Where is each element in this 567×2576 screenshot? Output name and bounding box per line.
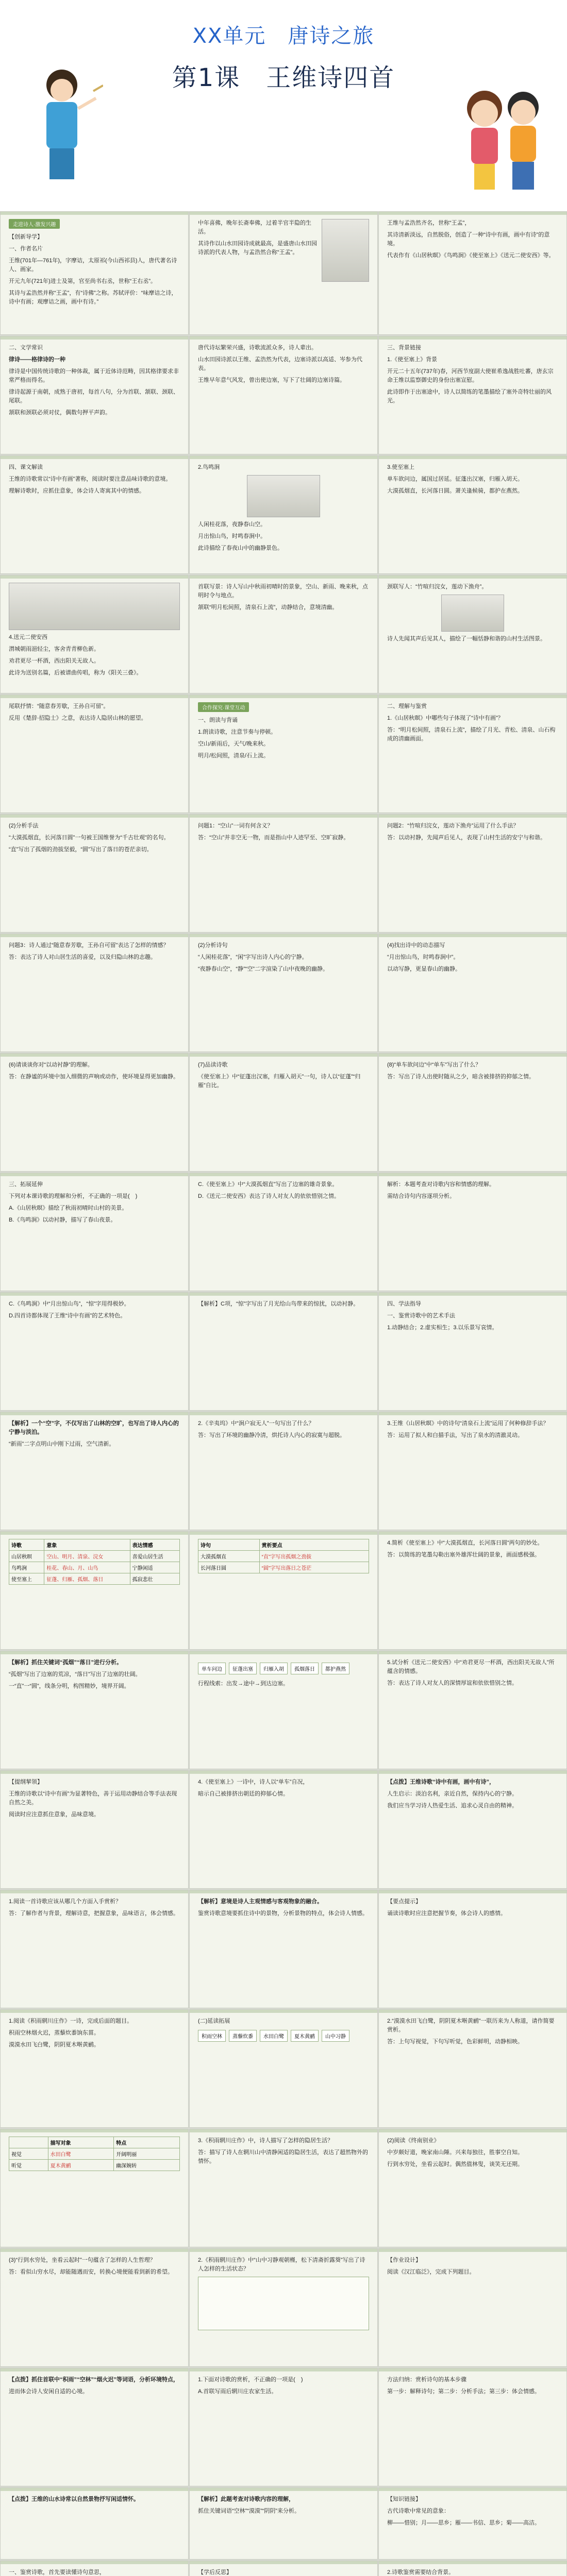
table-cell: 征蓬、归雁、孤烟、落日 bbox=[44, 1573, 130, 1585]
slide-37 bbox=[0, 1651, 189, 1769]
line: 【创新导学】 bbox=[9, 234, 43, 240]
slide-54 bbox=[378, 2248, 567, 2367]
slide-49 bbox=[0, 2129, 189, 2247]
table-header bbox=[9, 2137, 48, 2148]
sense-table bbox=[9, 2137, 180, 2171]
slide-10 bbox=[0, 575, 189, 693]
slide-31 bbox=[0, 1412, 189, 1530]
line: 行到水穷处，坐看云起时。偶然值林叟，谈笑无还期。 bbox=[387, 2161, 523, 2168]
slide-5 bbox=[189, 336, 378, 454]
line: 开元九年(721年)进士及第，官至尚书右丞，世称“王右丞”。 bbox=[9, 278, 157, 285]
line: 【解析】C项，“惊”字写出了月光给山鸟带来的惊扰，以动衬静。 bbox=[198, 1301, 359, 1307]
table-cell: 孤寂悲壮 bbox=[130, 1573, 179, 1585]
table-cell: 鸟鸣涧 bbox=[9, 1562, 44, 1573]
slide-59 bbox=[189, 2487, 378, 2560]
chain-step: 都护燕然 bbox=[322, 1663, 349, 1674]
line: 答：运用了拟人和白描手法，写出了泉水的清澈灵动。 bbox=[387, 1432, 523, 1439]
line: (7)品读诗歌 bbox=[198, 1062, 228, 1068]
line: 答：看似山穷水尽，却能随遇而安，转换心境便能看到新的希望。 bbox=[9, 2269, 173, 2276]
table-cell: 桂花、春山、月、山鸟 bbox=[44, 1562, 130, 1573]
table-header: 诗歌 bbox=[9, 1539, 44, 1551]
line: 【知识链接】 bbox=[387, 2496, 421, 2502]
line: “孤烟”写出了边塞的荒凉，“落日”写出了边塞的壮阔。 bbox=[9, 1671, 141, 1678]
table-cell: 水田白鹭 bbox=[48, 2148, 114, 2160]
slide-25 bbox=[0, 1173, 189, 1291]
slide-53 bbox=[189, 2248, 378, 2367]
line: 【提纲挈领】 bbox=[9, 1779, 43, 1785]
slide-12 bbox=[378, 575, 567, 693]
slide-1 bbox=[0, 211, 189, 335]
line: 3.《积雨辋川庄作》中，诗人描写了怎样的隐居生活？ bbox=[198, 2138, 333, 2144]
line: 行程线索：出发→途中→到达边塞。 bbox=[198, 1681, 289, 1687]
slide-40 bbox=[0, 1770, 189, 1889]
line: 律诗是中国传统诗歌的一种体裁，属于近体诗范畴，因其格律要求非常严格而得名。 bbox=[9, 368, 179, 384]
line: 王维早年意气风发，曾出使边塞，写下了壮阔的边塞诗篇。 bbox=[198, 377, 345, 384]
slide-61 bbox=[0, 2561, 189, 2576]
line: 1.《山居秋暝》中哪些句子体现了“诗中有画”？ bbox=[387, 715, 504, 722]
line: 暗示自己被排挤出朝廷的抑郁心情。 bbox=[198, 1791, 289, 1798]
line: 漠漠水田飞白鹭，阴阴夏木啭黄鹂。 bbox=[9, 2042, 99, 2048]
line: 1.《使至塞上》背景 bbox=[387, 357, 438, 363]
slide-17 bbox=[189, 814, 378, 933]
line: 颈联写人：“竹喧归浣女，莲动下渔舟”。 bbox=[387, 584, 488, 590]
line: 答：以简练的笔墨勾勒出塞外雄浑壮阔的景象，画面感极强。 bbox=[387, 1552, 540, 1558]
line: 1.阅读《积雨辋川庄作》一诗，完成后面的题目。 bbox=[9, 2018, 133, 2024]
line: 四、学法指导 bbox=[387, 1301, 421, 1307]
slide-34 bbox=[0, 1531, 189, 1650]
slide-42 bbox=[378, 1770, 567, 1889]
slide-30 bbox=[378, 1292, 567, 1411]
line: 首联写景：诗人写山中秋雨初晴时的景象，空山、新雨、晚来秋，点明时令与地点。 bbox=[198, 584, 368, 599]
slide-33 bbox=[378, 1412, 567, 1530]
table-cell: 宁静闲适 bbox=[130, 1562, 179, 1573]
table-cell: 大漠孤烟直 bbox=[198, 1551, 260, 1562]
table-cell: 长河落日圆 bbox=[198, 1562, 260, 1573]
chain-step: 征蓬出塞 bbox=[229, 1663, 257, 1674]
teacher-illustration bbox=[21, 62, 103, 196]
chain-step: 山中习静 bbox=[322, 2030, 349, 2042]
slide-7 bbox=[0, 455, 189, 574]
table-cell: 视觉 bbox=[9, 2148, 48, 2160]
line: 代表作有《山居秋暝》《鸟鸣涧》《使至塞上》《送元二使安西》等。 bbox=[387, 252, 555, 259]
line: 下列对本课诗歌的理解和分析，不正确的一项是( ) bbox=[9, 1193, 138, 1200]
slide-20 bbox=[189, 934, 378, 1052]
line: 1.下面对诗歌的赏析，不正确的一项是( ) bbox=[198, 2377, 303, 2383]
line: 明月/松间照，清泉/石上流。 bbox=[198, 753, 270, 759]
analysis-table bbox=[198, 1539, 369, 1573]
line: A.首联写雨后辋川庄农家生活。 bbox=[198, 2388, 277, 2395]
slide-63 bbox=[378, 2561, 567, 2576]
slide-36 bbox=[378, 1531, 567, 1650]
line: 柳——惜别；月——思乡；雁——书信、思乡；菊——高洁。 bbox=[387, 2520, 540, 2527]
line: 唐代诗坛繁荣兴盛，诗歌流派众多，诗人辈出。 bbox=[198, 345, 317, 351]
slide-50 bbox=[189, 2129, 378, 2247]
line: 4.《使至塞上》一诗中，诗人以“单车”自况， bbox=[198, 1779, 309, 1785]
slide-44 bbox=[189, 1890, 378, 2008]
line: 一、朗读与背诵 bbox=[198, 717, 238, 723]
chain-step: 水田白鹭 bbox=[260, 2030, 288, 2042]
slide-9 bbox=[378, 455, 567, 574]
line: C.《鸟鸣涧》中“月出惊山鸟”，“惊”字用得极妙。 bbox=[9, 1301, 130, 1307]
slide-55 bbox=[0, 2368, 189, 2486]
line: 《使至塞上》中“征蓬出汉塞，归雁入胡天”一句，诗人以“征蓬”“归雁”自比。 bbox=[198, 1074, 361, 1089]
line: 开元二十五年(737年)春，河西节度副大使崔希逸战胜吐蕃，唐玄宗命王维以监察御史的身份出塞宣慰。 bbox=[387, 368, 554, 384]
slide-13 bbox=[0, 694, 189, 813]
line: (2)阅读《终南别业》 bbox=[387, 2138, 440, 2144]
line: 积雨空林烟火迟，蒸藜炊黍饷东菑。 bbox=[9, 2030, 99, 2037]
slide-57 bbox=[378, 2368, 567, 2486]
line: 【解析】意境是诗人主观情感与客观物象的融合。 bbox=[198, 1899, 323, 1905]
slide-22 bbox=[0, 1053, 189, 1172]
table-cell: 夏木黄鹂 bbox=[48, 2160, 114, 2171]
slide-58 bbox=[0, 2487, 189, 2560]
slide-45 bbox=[378, 1890, 567, 2008]
slide-11 bbox=[189, 575, 378, 693]
table-cell: 使至塞上 bbox=[9, 1573, 44, 1585]
line: (二)延读拓展 bbox=[198, 2018, 230, 2024]
line: “人闲桂花落”，“闲”字写出诗人内心的宁静。 bbox=[198, 954, 308, 961]
table-row bbox=[9, 1562, 180, 1573]
line: 中年喜佛，晚年长斋奉佛，过着半官半隐的生活。 bbox=[198, 220, 311, 235]
line: 阅读《汉江临泛》，完成下列题目。 bbox=[387, 2269, 475, 2276]
line: 大漠孤烟直，长河落日圆。萧关逢候骑，都护在燕然。 bbox=[387, 488, 523, 495]
line: 鉴赏诗歌意境要抓住诗中的景物，分析景物的特点，体会诗人情感。 bbox=[198, 1910, 368, 1917]
slide-56 bbox=[189, 2368, 378, 2486]
line: (2)分析手法 bbox=[9, 823, 39, 829]
slide-21 bbox=[378, 934, 567, 1052]
slide-19 bbox=[0, 934, 189, 1052]
line: 3.使至塞上 bbox=[387, 464, 415, 470]
line: 【要点提示】 bbox=[387, 1899, 421, 1905]
line: 此诗即作于出塞途中，诗人以简练的笔墨描绘了塞外奇特壮丽的风光。 bbox=[387, 389, 552, 404]
slide-48 bbox=[378, 2009, 567, 2128]
line: 三、背景链接 bbox=[387, 345, 421, 351]
line: 二、文学常识 bbox=[9, 345, 43, 351]
line: 一“直”一“圆”，线条分明，构图精妙，境界开阔。 bbox=[9, 1683, 130, 1690]
slide-32 bbox=[189, 1412, 378, 1530]
line: A.《山居秋暝》描绘了秋雨初晴时山村的美景。 bbox=[9, 1205, 128, 1212]
table-header: 表达情感 bbox=[130, 1539, 179, 1551]
line: 颔联“明月松间照，清泉石上流”，动静结合，意境清幽。 bbox=[198, 604, 338, 611]
table-cell: 开阔明丽 bbox=[114, 2148, 180, 2160]
slide-2 bbox=[189, 211, 378, 335]
slide-52 bbox=[0, 2248, 189, 2367]
line: 【点拨】王维诗歌“诗中有画，画中有诗”， bbox=[387, 1779, 495, 1785]
slide-15 bbox=[378, 694, 567, 813]
line: 答：写出了诗人出使时随从之少，暗含被排挤的抑郁之情。 bbox=[387, 1074, 535, 1080]
line: 答：以动衬静，先闻声后见人，表现了山村生活的安宁与和谐。 bbox=[387, 835, 546, 841]
line: “月出惊山鸟，时鸣春涧中”。 bbox=[387, 954, 459, 961]
chain-step: 单车问边 bbox=[198, 1663, 226, 1674]
slide-16 bbox=[0, 814, 189, 933]
line: 理解诗歌时，应抓住意象，体会诗人寄寓其中的情感。 bbox=[9, 488, 145, 495]
line: 进而体会诗人安闲自适的心境。 bbox=[9, 2388, 88, 2395]
line: 王维的诗歌以“诗中有画”为显著特色，善于运用动静结合等手法表现自然之美。 bbox=[9, 1791, 177, 1806]
line: 空山/新雨后，天气/晚来秋。 bbox=[198, 741, 270, 748]
title-slide bbox=[0, 0, 567, 211]
line: 其诗作以山水田园诗成就最高，是盛唐山水田园诗派的代表人物，与孟浩然合称“王孟”。 bbox=[198, 241, 317, 256]
slide-35 bbox=[189, 1531, 378, 1650]
table-cell: “直”字写出孤烟之劲拔 bbox=[259, 1551, 369, 1562]
line: 问题2：“竹喧归浣女，莲动下渔舟”运用了什么手法？ bbox=[387, 823, 519, 829]
line: (6)请谈谈你对“以动衬静”的理解。 bbox=[9, 1062, 93, 1068]
slide-46 bbox=[0, 2009, 189, 2128]
line: (3)“行到水穷处，坐看云起时”一句蕴含了怎样的人生哲理？ bbox=[9, 2257, 156, 2263]
slide-14 bbox=[189, 694, 378, 813]
line: 答：“明月松间照，清泉石上流”，描绘了月光、青松、清泉、山石构成的清幽画面。 bbox=[387, 727, 556, 742]
table-cell: “圆”字写出落日之苍茫 bbox=[259, 1562, 369, 1573]
slide-60 bbox=[378, 2487, 567, 2560]
slide-39 bbox=[378, 1651, 567, 1769]
line: 劝君更尽一杯酒，西出阳关无故人。 bbox=[9, 658, 99, 665]
line: “大漠孤烟直，长河落日圆”一句被王国维誉为“千古壮观”的名句。 bbox=[9, 835, 170, 841]
slide-4 bbox=[0, 336, 189, 454]
line: 【点拨】王维的山水诗常以自然景物抒写闲适情怀。 bbox=[9, 2496, 139, 2502]
line: B.《鸟鸣涧》以动衬静，描写了春山夜景。 bbox=[9, 1217, 116, 1224]
slide-24 bbox=[378, 1053, 567, 1172]
line: 2.鸟鸣涧 bbox=[198, 464, 220, 470]
line: 颔联和颈联必须对仗，偶数句押平声韵。 bbox=[9, 410, 111, 416]
line: “直”写出了孤烟的劲拔坚毅，“圆”写出了落日的苍茫亲切。 bbox=[9, 846, 153, 853]
line: 三、拓展延伸 bbox=[9, 1181, 43, 1188]
line: 答：表达了诗人对山居生活的喜爱，以及归隐山林的志趣。 bbox=[9, 954, 156, 961]
line: 古代诗歌中常见的意象： bbox=[387, 2508, 449, 2515]
line: 3.王维《山居秋暝》中的诗句“清泉石上流”运用了何种修辞手法？ bbox=[387, 1420, 549, 1427]
line: 5.试分析《送元二使安西》中“劝君更尽一杯酒，西出阳关无故人”所蕴含的情感。 bbox=[387, 1659, 555, 1675]
line: 二、理解与鉴赏 bbox=[387, 703, 427, 709]
line: 其诗与孟浩然并称“王孟”，有“诗佛”之称。苏轼评价：“味摩诘之诗，诗中有画；观摩诘之画，画中有诗。” bbox=[9, 290, 177, 306]
table-cell: 幽深婉转 bbox=[114, 2160, 180, 2171]
slide-47 bbox=[189, 2009, 378, 2128]
line: 4.送元二使安西 bbox=[9, 634, 48, 640]
line: 律诗——格律诗的一种 bbox=[9, 357, 65, 363]
line: 律诗起源于南朝，成熟于唐初，每首八句，分为首联、颔联、颈联、尾联。 bbox=[9, 389, 179, 404]
table-header: 意象 bbox=[44, 1539, 130, 1551]
table-header: 赏析要点 bbox=[259, 1539, 369, 1551]
chain-step: 夏木黄鹂 bbox=[291, 2030, 319, 2042]
table-row bbox=[9, 1551, 180, 1562]
slide-51 bbox=[378, 2129, 567, 2247]
unit-title: XX单元 唐诗之旅 bbox=[192, 24, 375, 48]
line: D.四首诗都体现了王维“诗中有画”的艺术特色。 bbox=[9, 1313, 126, 1319]
line: 2.《积雨辋川庄作》中“山中习静观朝槿，松下清斋折露葵”写出了诗人怎样的生活状态？ bbox=[198, 2257, 365, 2273]
line: 诗人先闻其声后见其人，描绘了一幅恬静和谐的山村生活图景。 bbox=[387, 636, 546, 642]
line: 答：描写了诗人在辋川山中清静闲适的隐居生活，表达了超然物外的情怀。 bbox=[198, 2149, 368, 2165]
slide-28 bbox=[0, 1292, 189, 1411]
line: 【解析】抓住关键词“孤烟”“落日”进行分析。 bbox=[9, 1659, 122, 1666]
line: 答：了解作者与背景，理解诗意，把握意象，品味语言，体会情感。 bbox=[9, 1910, 179, 1917]
line: 一、作者名片 bbox=[9, 246, 43, 252]
line: 我们应当学习诗人热爱生活、追求心灵自由的精神。 bbox=[387, 1803, 518, 1809]
line: 1.动静结合；2.虚实相生；3.以乐景写哀情。 bbox=[387, 1325, 498, 1331]
line: 答：上句写视觉，下句写听觉，色彩鲜明，动静相映。 bbox=[387, 2039, 523, 2045]
line: 4.简析《使至塞上》中“大漠孤烟直，长河落日圆”两句的妙处。 bbox=[387, 1540, 543, 1546]
slide-3 bbox=[378, 211, 567, 335]
table-header: 诗句 bbox=[198, 1539, 260, 1551]
table-cell: 山居秋暝 bbox=[9, 1551, 44, 1562]
line: 问题3：诗人通过“随意春芳歇，王孙自可留”表达了怎样的情感？ bbox=[9, 942, 169, 948]
table-cell: 听觉 bbox=[9, 2160, 48, 2171]
line: 【解析】此题考查对诗歌内容的理解， bbox=[198, 2496, 294, 2502]
slide-18 bbox=[378, 814, 567, 933]
chain-step: 蒸藜炊黍 bbox=[229, 2030, 257, 2042]
chain-step: 积雨空林 bbox=[198, 2030, 226, 2042]
line: (8)“单车欲问边”中“单车”写出了什么？ bbox=[387, 1062, 481, 1068]
line: 单车欲问边，属国过居延。征蓬出汉塞，归雁入胡天。 bbox=[387, 476, 523, 483]
line: 【作业设计】 bbox=[387, 2257, 421, 2263]
line: 答：写出了环境的幽静冷清，烘托诗人内心的寂寞与超脱。 bbox=[198, 1432, 345, 1439]
line: 此诗为送别名篇，后被谱曲传唱，称为《阳关三叠》。 bbox=[9, 670, 142, 676]
chain-step: 归雁入胡 bbox=[260, 1663, 288, 1674]
line: 问题1：“空山”一词有何含义？ bbox=[198, 823, 273, 829]
line: 此诗描绘了春夜山中的幽静景色。 bbox=[198, 545, 283, 552]
line: 月出惊山鸟，时鸣春涧中。 bbox=[198, 533, 266, 540]
chain-step: 孤烟落日 bbox=[291, 1663, 319, 1674]
slide-23 bbox=[189, 1053, 378, 1172]
line: 王维(701年—761年)，字摩诘，太原祁(今山西祁县)人，唐代著名诗人、画家。 bbox=[9, 258, 177, 273]
table-cell: 喜爱山居生活 bbox=[130, 1551, 179, 1562]
table-row bbox=[9, 2160, 180, 2171]
line: (2)分析诗句 bbox=[198, 942, 228, 948]
scene-chain bbox=[198, 2030, 369, 2042]
portrait-image bbox=[322, 219, 369, 282]
line: 其诗清新淡远，自然脱俗，创造了一种“诗中有画，画中有诗”的意境。 bbox=[387, 232, 550, 247]
table-cell: 空山、明月、清泉、浣女 bbox=[44, 1551, 130, 1562]
line: 2.《辛夷坞》中“涧户寂无人”一句写出了什么？ bbox=[198, 1420, 314, 1427]
section-tag: 合作探究·课堂互动 bbox=[198, 702, 249, 712]
table-row bbox=[198, 1562, 369, 1573]
line: 以动写静，更显春山的幽静。 bbox=[387, 966, 461, 973]
slide-62 bbox=[189, 2561, 378, 2576]
line: D.《送元二使安西》表达了诗人对友人的依依惜别之情。 bbox=[198, 1193, 340, 1200]
line: 【学后反思】 bbox=[198, 2569, 232, 2575]
line: 答：在静谧的环境中加入细微的声响或动作，使环境显得更加幽静。 bbox=[9, 1074, 179, 1080]
line: 王维的诗歌常以“诗中有画”著称，阅读时要注意品味诗歌的意境。 bbox=[9, 476, 172, 483]
slide-6 bbox=[378, 336, 567, 454]
line: 【点拨】抓住首联中“积雨”“空林”“烟火迟”等词语，分析环境特点， bbox=[9, 2377, 179, 2383]
line: 答：表达了诗人对友人的深情厚谊和依依惜别之情。 bbox=[387, 1680, 518, 1687]
section-tag: 走进诗人·激发兴趣 bbox=[9, 219, 60, 229]
line: 一、鉴赏诗歌中的艺术手法 bbox=[387, 1313, 455, 1319]
line: 诵读诗歌时应注意把握节奏，体会诗人的感情。 bbox=[387, 1910, 506, 1917]
line: 第一步：解释诗句；第二步：分析手法；第三步：体会情感。 bbox=[387, 2388, 540, 2395]
line: 尾联抒情：“随意春芳歇，王孙自可留”。 bbox=[9, 703, 109, 709]
table-row bbox=[198, 1551, 369, 1562]
table-header: 描写对象 bbox=[48, 2137, 114, 2148]
table-header: 特点 bbox=[114, 2137, 180, 2148]
slide-43 bbox=[0, 1890, 189, 2008]
line: 1.阅读一首诗歌应该从哪几个方面入手赏析？ bbox=[9, 1899, 122, 1905]
line: 答：“空山”并非空无一物，而是指山中人迹罕至、空旷寂静。 bbox=[198, 835, 349, 841]
line: (4)找出诗中的动态描写 bbox=[387, 942, 445, 948]
painting-image bbox=[9, 583, 180, 630]
line: 阅读时应注意抓住意象，品味意境。 bbox=[9, 1811, 99, 1818]
route-chain bbox=[198, 1663, 369, 1674]
line: 【解析】一个“空”字，不仅写出了山林的空旷，也写出了诗人内心的宁静与淡泊。 bbox=[9, 1420, 179, 1436]
line: 四、课文解读 bbox=[9, 464, 43, 470]
line: 反用《楚辞·招隐士》之意，表达诗人隐居山林的愿望。 bbox=[9, 715, 147, 722]
line: 方法归纳：赏析诗句的基本步骤 bbox=[387, 2377, 466, 2383]
slide-41 bbox=[189, 1770, 378, 1889]
slide-29 bbox=[189, 1292, 378, 1411]
line: 山水田园诗派以王维、孟浩然为代表，边塞诗派以高适、岑参为代表。 bbox=[198, 357, 362, 372]
line: C.《使至塞上》中“大漠孤烟直”写出了边塞的雄奇景象。 bbox=[198, 1181, 338, 1188]
line: “新雨”二字点明山中刚下过雨，空气清新。 bbox=[9, 1441, 115, 1448]
line: 解析：本题考查对诗歌内容和情感的理解。 bbox=[387, 1181, 495, 1188]
line: 2.“漠漠水田飞白鹭，阴阴夏木啭黄鹂”一联历来为人称道，请作简要赏析。 bbox=[387, 2018, 555, 2033]
slide-27 bbox=[378, 1173, 567, 1291]
answer-box bbox=[198, 2277, 369, 2330]
line: 1.朗读诗歌，注意节奏与停顿。 bbox=[198, 729, 277, 736]
line: 中岁颇好道，晚家南山陲。兴来每独往，胜事空自知。 bbox=[387, 2149, 523, 2156]
line: 抓住关键词语“空林”“漠漠”“阴阴”来分析。 bbox=[198, 2508, 300, 2515]
table-row bbox=[9, 2148, 180, 2160]
imagery-table bbox=[9, 1539, 180, 1585]
line: 王维与孟浩然齐名，世称“王孟”， bbox=[387, 220, 471, 226]
slide-38 bbox=[189, 1651, 378, 1769]
kids-illustration bbox=[454, 82, 552, 196]
landscape-image bbox=[247, 475, 320, 517]
horse-image bbox=[441, 595, 504, 632]
table-row bbox=[9, 1573, 180, 1585]
slide-26 bbox=[189, 1173, 378, 1291]
line: 2.诗歌鉴赏需要结合背景。 bbox=[387, 2569, 455, 2575]
line: 渭城朝雨浥轻尘，客舍青青柳色新。 bbox=[9, 646, 99, 653]
lesson-title: 第1课 王维诗四首 bbox=[172, 63, 395, 92]
line: 一、鉴赏诗歌，首先要读懂诗句意思， bbox=[9, 2569, 105, 2575]
line: 需结合诗句内容逐项分析。 bbox=[387, 1193, 455, 1200]
line: 人生启示：淡泊名利，亲近自然，保持内心的宁静。 bbox=[387, 1791, 518, 1798]
slide-8 bbox=[189, 455, 378, 574]
line: 人闲桂花落，夜静春山空。 bbox=[198, 521, 266, 528]
line: “夜静春山空”，“静”“空”二字渲染了山中夜晚的幽静。 bbox=[198, 966, 328, 973]
